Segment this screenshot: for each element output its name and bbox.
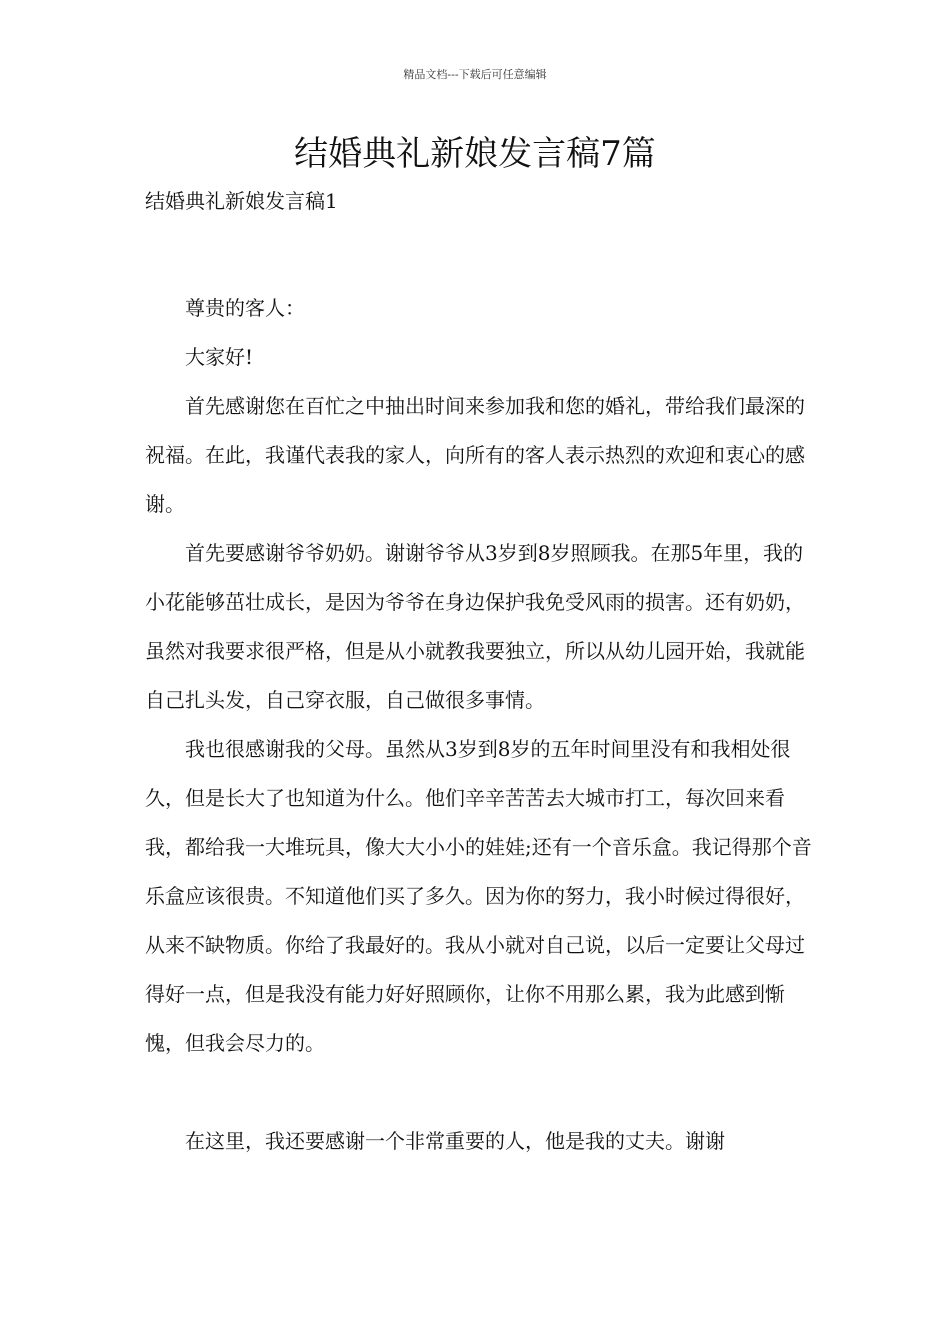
paragraph-thanks-parents: 我也很感谢我的父母。虽然从3岁到8岁的五年时间里没有和我相处很久，但是长大了也知道为什么。他们辛辛苦苦去大城市打工，每次回来看我，都给我一大堆玩具，像大大小小的娃娃;还有一个音乐盒。我记得那个音乐盒应该很贵。不知道他们买了多久。因为你的努力，我小时候过得很好，从来不缺物质。你给了我最好的。我从小就对自己说，以后一定要让父母过得好一点，但是我没有能力好好照顾你，让你不用那么累，我为此感到惭愧，但我会尽力的。 (145, 737, 812, 1055)
page-header: 精品文档---下载后可任意编辑 (403, 68, 547, 81)
paragraph-thanks-husband: 在这里，我还要感谢一个非常重要的人，他是我的丈夫。谢谢 (185, 1129, 725, 1153)
paragraph-thanks-grandparents: 首先要感谢爷爷奶奶。谢谢爷爷从3岁到8岁照顾我。在那5年里，我的小花能够茁壮成长，是因为爷爷在身边保护我免受风雨的损害。还有奶奶，虽然对我要求很严格，但是从小就教我要独立，所以从幼儿园开始，我就能自己扎头发，自己穿衣服，自己做很多事情。 (145, 541, 805, 712)
document-body (145, 284, 817, 1166)
page-title: 结婚典礼新娘发言稿7篇 (294, 134, 656, 174)
paragraph-thanks-guests: 首先感谢您在百忙之中抽出时间来参加我和您的婚礼，带给我们最深的祝福。在此，我谨代表我的家人，向所有的客人表示热烈的欢迎和衷心的感谢。 (145, 394, 805, 516)
paragraph-greeting: 尊贵的客人： (185, 296, 305, 320)
paragraph-gap (145, 1068, 817, 1117)
paragraph-hello: 大家好! (185, 345, 254, 369)
section-subtitle: 结婚典礼新娘发言稿1 (145, 189, 338, 213)
